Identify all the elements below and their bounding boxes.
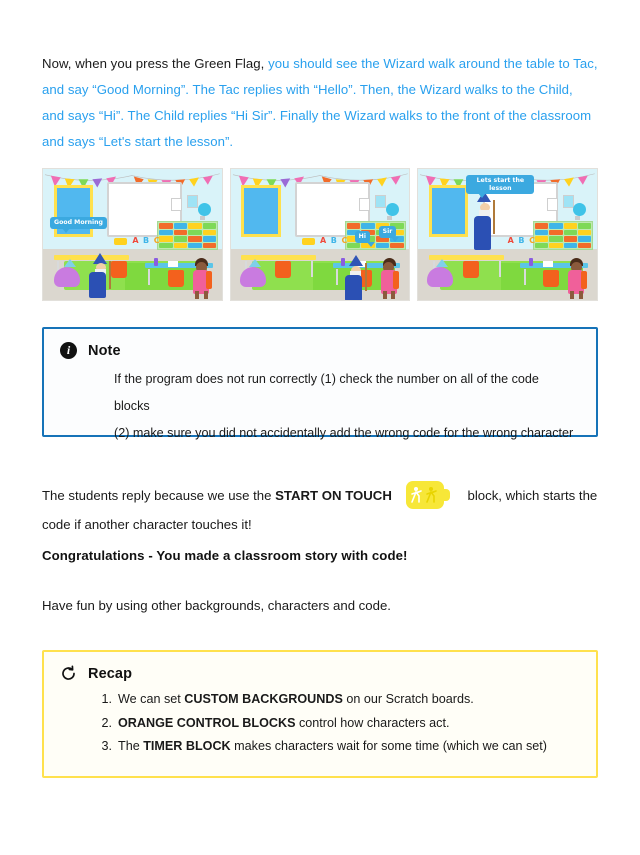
note-header (44, 329, 596, 359)
globe-stand (387, 216, 392, 220)
tac-hat-icon (436, 259, 448, 267)
child-backpack (206, 271, 212, 289)
child-leg (383, 291, 387, 299)
child-backpack (581, 271, 587, 289)
desk-leg (336, 269, 338, 285)
chair-orange-1 (111, 261, 127, 278)
tac-hat-icon (64, 259, 76, 267)
character-wizard (345, 275, 362, 301)
globe-stand (575, 216, 580, 220)
chair-orange-1 (463, 261, 479, 278)
screenshot-scene-1[interactable] (42, 168, 223, 301)
desk-bottle (341, 258, 345, 266)
start-on-touch-paragraph (42, 481, 598, 539)
globe-icon (198, 203, 211, 216)
cubby-shelves (157, 221, 218, 250)
note-line-2: (2) make sure you did not accidentally add the wrong code for the wrong character (114, 426, 574, 440)
desk-leg (499, 261, 501, 277)
letter-c: C (153, 235, 160, 245)
note-callout (42, 327, 598, 440)
wizard-staff-icon (109, 261, 111, 289)
letter-b: B (330, 235, 337, 245)
wizard-hat-icon (349, 255, 363, 266)
speech-bubble-good-morning: Good Morning (50, 217, 107, 229)
desk-bottle (529, 258, 533, 266)
letter-a: A (320, 235, 327, 245)
recap-item-2 (101, 712, 576, 736)
wall-picture-1 (547, 198, 558, 211)
recap-item-number: 2. (101, 715, 112, 730)
speech-bubble-lets-start-the-lesson: Lets start the lesson (466, 175, 534, 194)
globe-icon (386, 203, 399, 216)
character-wizard (89, 272, 106, 298)
character-tac (427, 267, 453, 287)
note-line-1: If the program does not run correctly (1) check the number on all of the code blocks (114, 372, 539, 413)
desk-paper (168, 261, 178, 267)
letter-a: A (507, 235, 514, 245)
recap-header (44, 652, 596, 682)
recap-item-pre: The (118, 739, 144, 753)
screenshot-scene-3[interactable] (417, 168, 598, 301)
child-leg (204, 291, 208, 299)
info-circle-icon: i (60, 342, 77, 359)
congratulations-text: Congratulations - You made a classroom story with code! (42, 548, 408, 563)
chair-orange-2 (543, 270, 559, 287)
blue-poster (241, 185, 280, 237)
desk-bottle (154, 258, 158, 266)
bus-sticker (302, 238, 315, 245)
touch-text-bold: START ON TOUCH (275, 488, 392, 504)
globe-stand (200, 216, 205, 220)
intro-black-text: Now, when you press the Green Flag, (42, 56, 265, 72)
recap-item-bold: TIMER BLOCK (143, 739, 231, 753)
wizard-hat-icon (93, 253, 107, 264)
intro-paragraph (42, 51, 598, 155)
character-tac (54, 267, 80, 287)
screenshot-scene-2[interactable] (230, 168, 411, 301)
child-leg (570, 291, 574, 299)
wizard-staff-icon (493, 200, 495, 234)
wall-picture-2 (375, 195, 386, 208)
letter-a: A (132, 235, 139, 245)
desk-leg (311, 261, 313, 277)
recap-item-1 (101, 688, 576, 712)
wall-picture-2 (187, 195, 198, 208)
refresh-loop-icon (60, 665, 77, 682)
intro-blue-text: you should see the Wizard walk around the table to Tac, and say “Good Morning”. The Tac replies with “Hello”. Then, the Wizard walks to the Child, and says “Hi”. The Child replies “Hi Sir”. Finally the Wizard walks to the front of the classroom and says “Let's start the lesson”. (42, 56, 598, 150)
blue-poster (54, 185, 93, 237)
speech-bubble-hi: Hi (355, 231, 370, 243)
touch-text-before: The students reply because we use the (42, 488, 276, 504)
wizard-staff-icon (365, 263, 367, 291)
recap-item-bold: ORANGE CONTROL BLOCKS (118, 715, 296, 730)
child-backpack (393, 271, 399, 289)
bus-sticker (114, 238, 127, 245)
recap-callout (42, 650, 598, 778)
recap-item-number: 3. (101, 739, 112, 753)
letter-c: C (529, 235, 535, 245)
start-on-touch-block-icon[interactable] (406, 481, 450, 509)
child-leg (391, 291, 395, 299)
cubby-shelves (533, 221, 594, 250)
chair-orange-1 (275, 261, 291, 278)
touch-text-after: block, which starts the code if another character touches it! (42, 488, 598, 533)
recap-item-post: control how characters act. (295, 715, 450, 730)
wall-picture-1 (171, 198, 182, 211)
wall-picture-1 (359, 198, 370, 211)
recap-item-number: 1. (101, 692, 112, 706)
recap-item-bold: CUSTOM BACKGROUNDS (184, 692, 343, 706)
letter-b: B (143, 235, 150, 245)
recap-item-3 (101, 735, 576, 759)
character-tac (240, 267, 266, 287)
wall-picture-2 (563, 195, 574, 208)
note-title: Note (88, 342, 121, 359)
recap-item-pre: We can set (118, 692, 185, 706)
recap-item-post: on our Scratch boards. (342, 692, 474, 706)
speech-bubble-sir: Sir (379, 226, 397, 238)
desk-leg (148, 269, 150, 285)
letter-c: C (341, 235, 348, 245)
child-leg (579, 291, 583, 299)
screenshot-strip (42, 168, 598, 301)
letter-b: B (518, 235, 525, 245)
desk-leg (524, 269, 526, 285)
recap-list (44, 688, 596, 759)
character-wizard (474, 216, 491, 250)
note-body (44, 359, 596, 447)
child-leg (195, 291, 199, 299)
desk-paper (543, 261, 553, 267)
chair-orange-2 (168, 270, 184, 287)
recap-item-post: makes characters wait for some time (which we can set) (230, 739, 548, 753)
recap-title: Recap (88, 665, 133, 682)
tac-hat-icon (249, 259, 261, 267)
blue-poster (429, 185, 468, 237)
have-fun-text: Have fun by using other backgrounds, characters and code. (42, 598, 391, 613)
